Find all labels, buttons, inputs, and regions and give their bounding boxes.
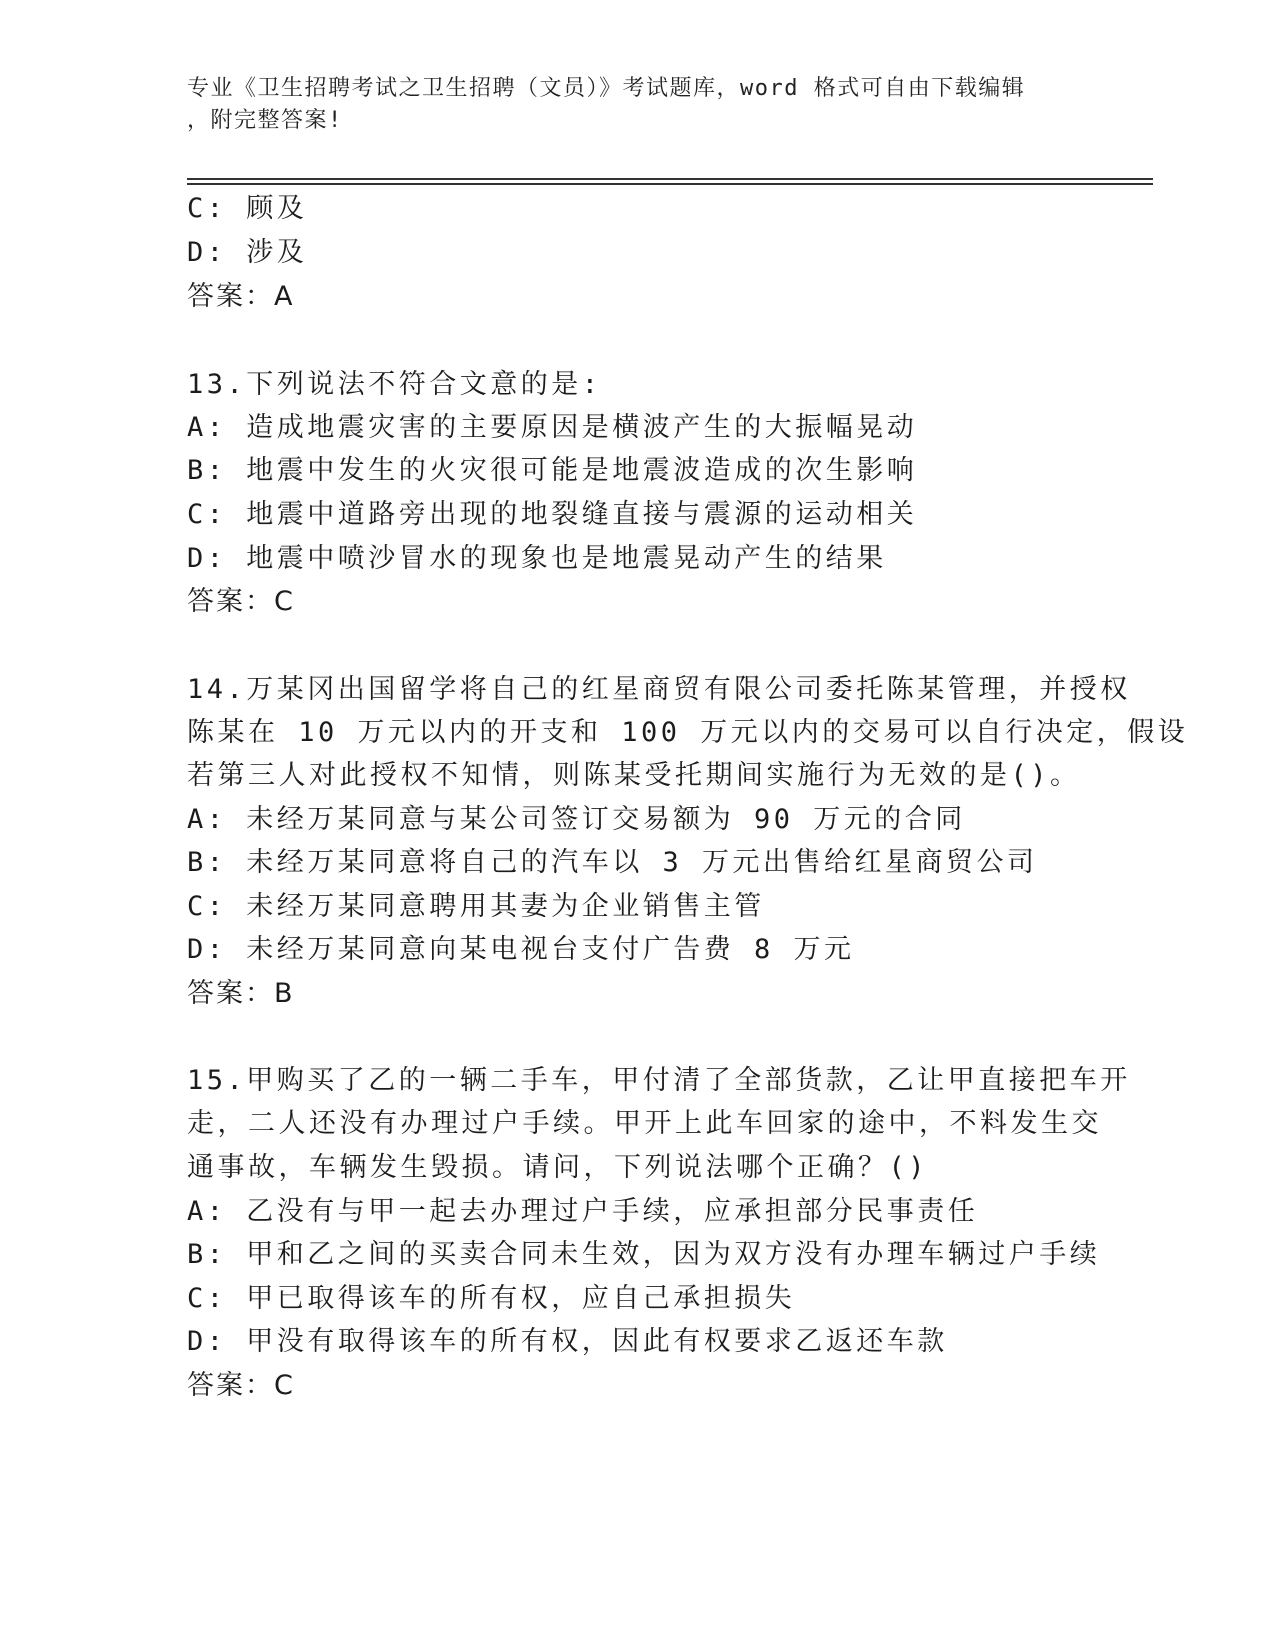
option-d: D: 地震中喷沙冒水的现象也是地震晃动产生的结果	[187, 543, 887, 574]
answer-label: 答案：B	[187, 978, 295, 1009]
answer-label: 答案：C	[187, 586, 295, 617]
question-stem-line-2: 陈某在 10 万元以内的开支和 100 万元以内的交易可以自行决定，假设	[187, 717, 1189, 748]
question-stem-line-3: 若第三人对此授权不知情，则陈某受托期间实施行为无效的是()。	[187, 760, 1081, 791]
question-stem-line-1: 15.甲购买了乙的一辆二手车，甲付清了全部货款，乙让甲直接把车开	[187, 1065, 1131, 1096]
option-c: C: 甲已取得该车的所有权，应自己承担损失	[187, 1283, 796, 1314]
option-d: D: 甲没有取得该车的所有权，因此有权要求乙返还车款	[187, 1326, 948, 1357]
option-d: D: 涉及	[187, 237, 308, 268]
option-b: B: 未经万某同意将自己的汽车以 3 万元出售给红星商贸公司	[187, 847, 1038, 878]
question-stem-line-2: 走，二人还没有办理过户手续。甲开上此车回家的途中，不料发生交	[187, 1108, 1102, 1139]
header-line-2: ，附完整答案!	[187, 108, 343, 133]
option-c: C: 未经万某同意聘用其妻为企业销售主管	[187, 891, 765, 922]
option-c: C: 地震中道路旁出现的地裂缝直接与震源的运动相关	[187, 499, 918, 530]
option-b: B: 地震中发生的火灾很可能是地震波造成的次生影响	[187, 455, 918, 486]
answer-label: 答案：A	[187, 281, 295, 312]
answer-label: 答案：C	[187, 1370, 295, 1401]
question-stem-line-3: 通事故，车辆发生毁损。请问，下列说法哪个正确？()	[187, 1152, 929, 1183]
question-stem-line-1: 14.万某冈出国留学将自己的红星商贸有限公司委托陈某管理，并授权	[187, 674, 1131, 705]
option-d: D: 未经万某同意向某电视台支付广告费 8 万元	[187, 934, 855, 965]
question-stem: 13.下列说法不符合文意的是:	[187, 369, 602, 400]
header-line-1: 专业《卫生招聘考试之卫生招聘（文员）》考试题库，word 格式可自由下载编辑	[187, 76, 1026, 101]
page-header	[187, 73, 1087, 137]
header-divider-bottom	[187, 183, 1153, 185]
option-b: B: 甲和乙之间的买卖合同未生效，因为双方没有办理车辆过户手续	[187, 1239, 1101, 1270]
option-c: C: 顾及	[187, 193, 308, 224]
option-a: A: 未经万某同意与某公司签订交易额为 90 万元的合同	[187, 804, 966, 835]
option-a: A: 造成地震灾害的主要原因是横波产生的大振幅晃动	[187, 412, 918, 443]
option-a: A: 乙没有与甲一起去办理过户手续，应承担部分民事责任	[187, 1196, 979, 1227]
header-divider-top	[187, 178, 1153, 180]
